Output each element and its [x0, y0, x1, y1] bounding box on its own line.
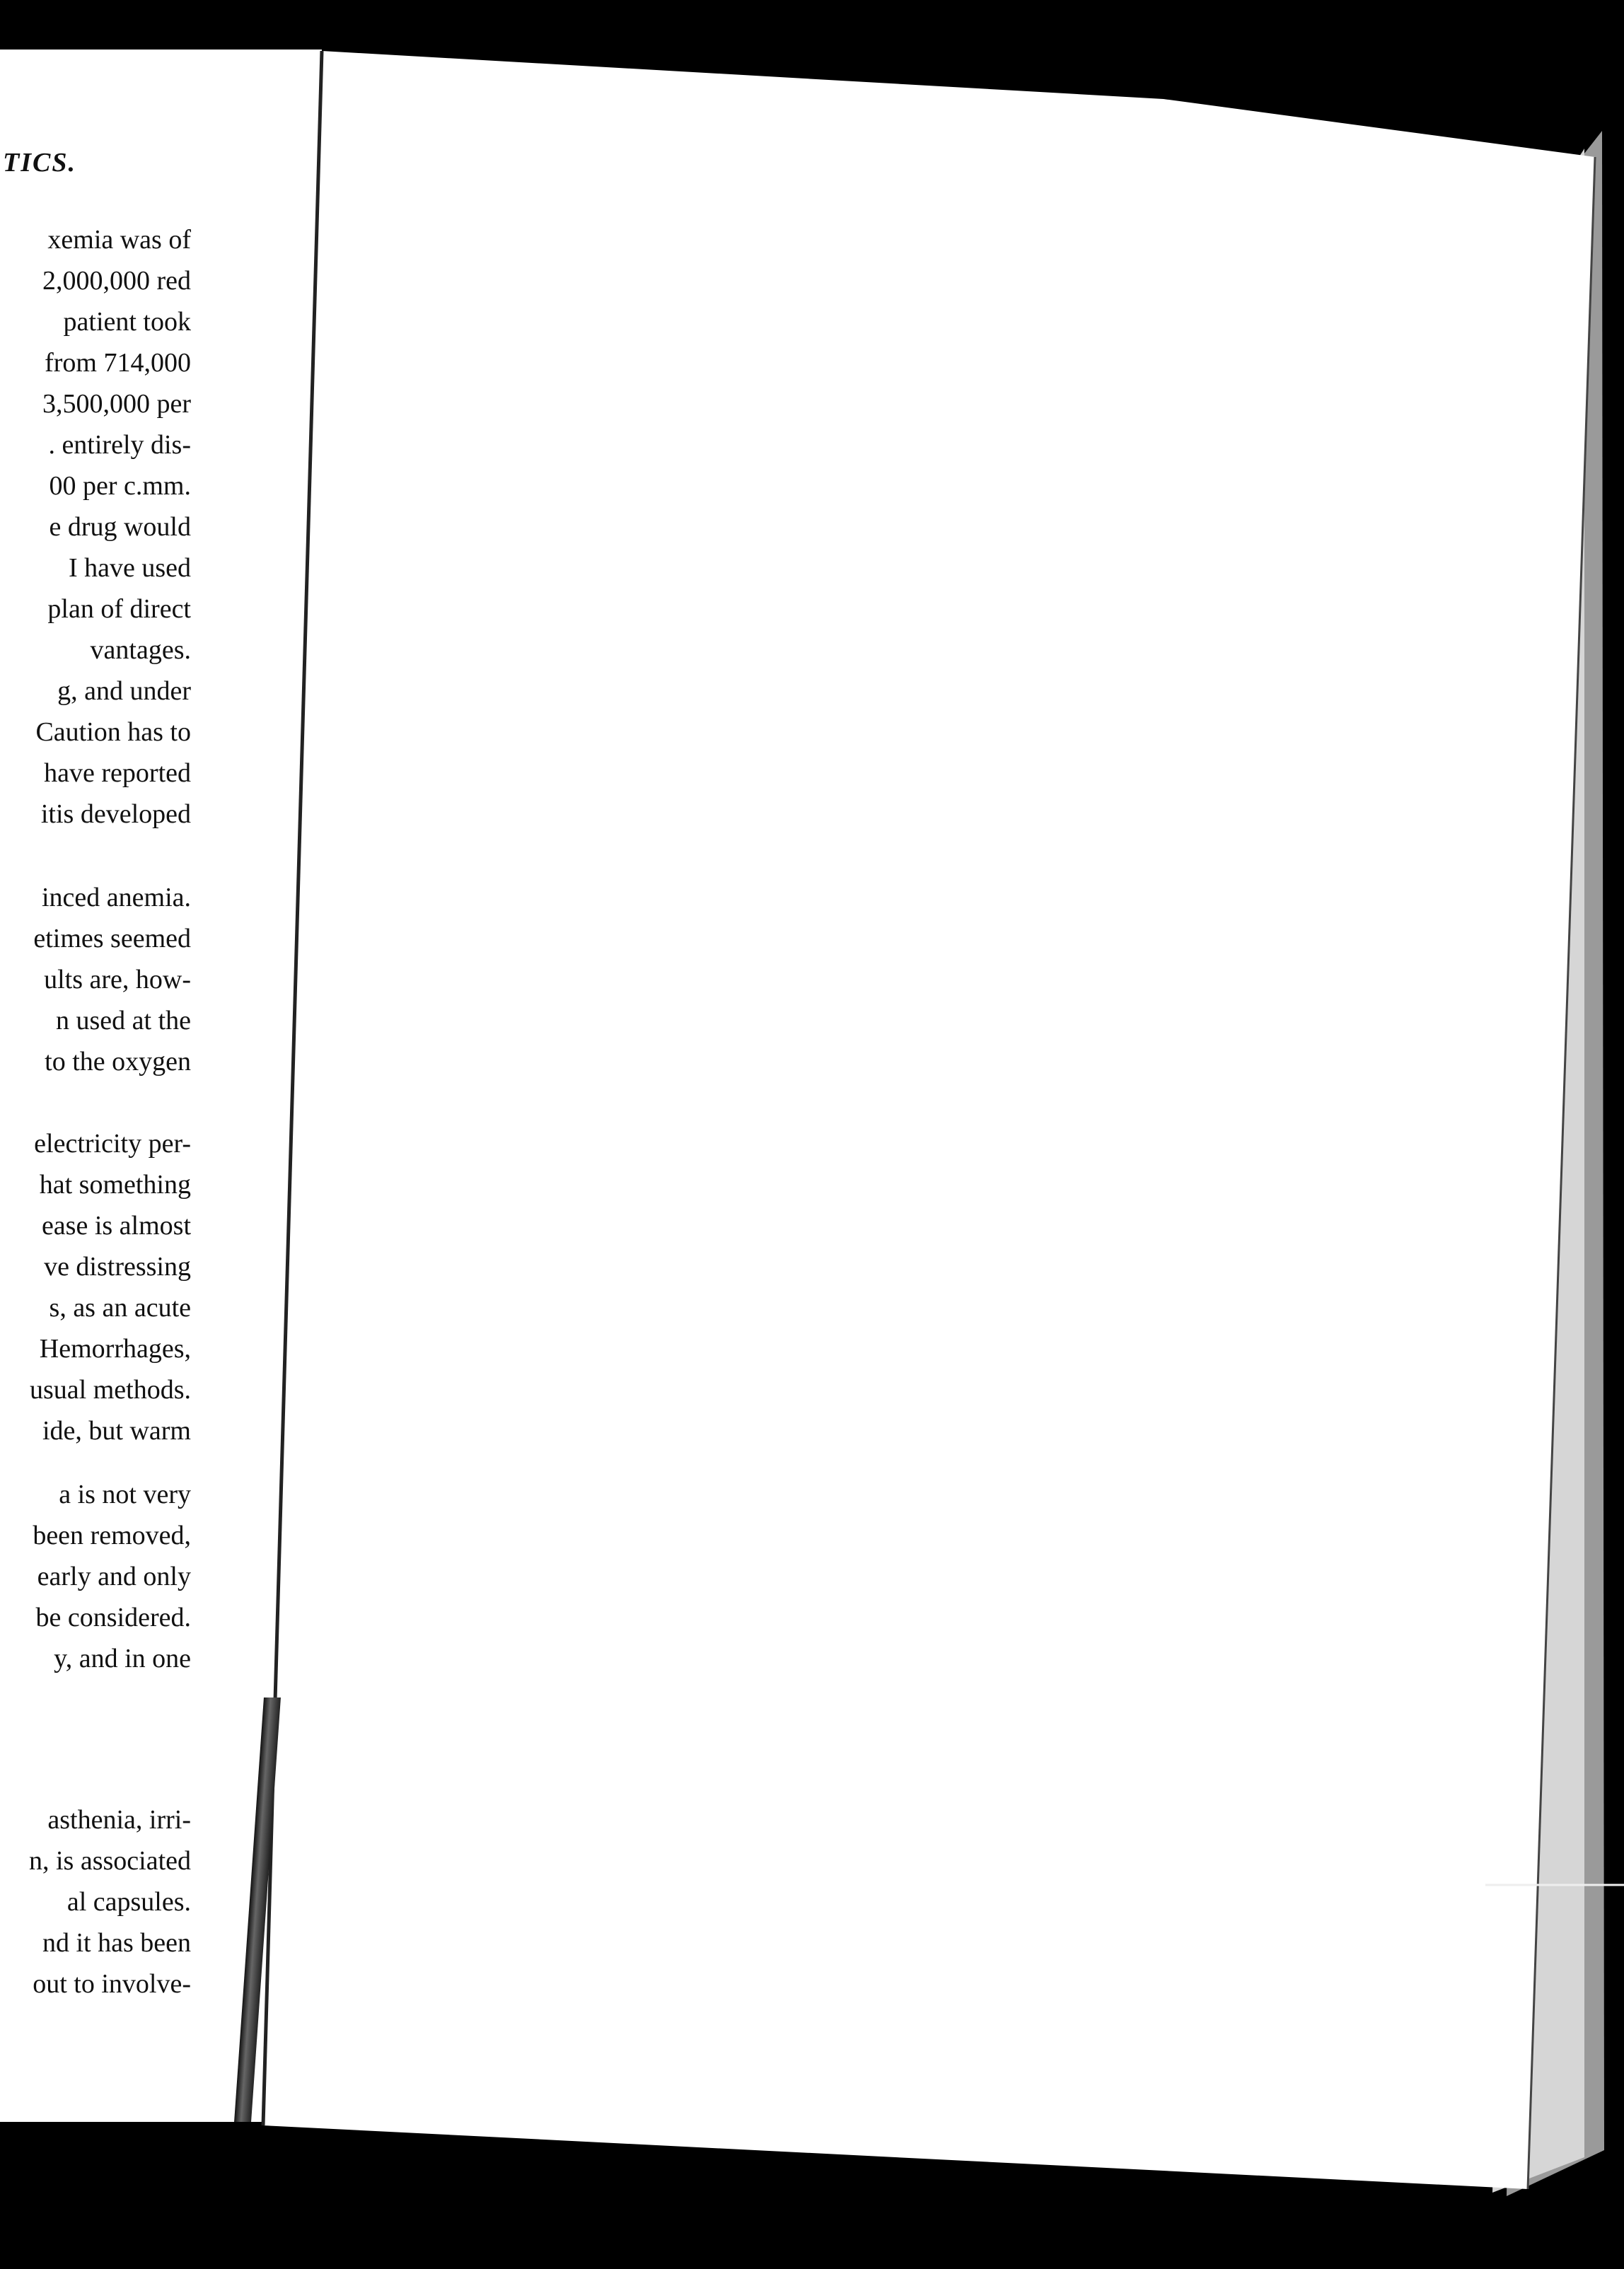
text-line: ease is almost [41, 1211, 191, 1241]
text-line: s, as an acute [49, 1293, 191, 1323]
text-line: plan of direct [47, 594, 191, 624]
text-line: n used at the [55, 1006, 191, 1035]
text-line: I have used [68, 553, 191, 583]
text-line: 2,000,000 red [42, 266, 191, 296]
text-line: be considered. [35, 1603, 191, 1632]
text-line: inced anemia. [41, 883, 191, 912]
blank-page [263, 51, 1595, 2189]
text-line: a is not very [59, 1480, 191, 1509]
text-line: early and only [37, 1562, 191, 1591]
text-line: out to involve- [33, 1969, 191, 1999]
text-line: to the oxygen [45, 1047, 191, 1077]
text-line: from 714,000 [45, 348, 191, 378]
text-line: 3,500,000 per [42, 389, 191, 419]
text-line: ve distressing [44, 1252, 191, 1282]
text-line: Caution has to [35, 717, 191, 747]
text-line: usual methods. [30, 1375, 191, 1405]
text-line: hat something [39, 1170, 191, 1200]
text-line: electricity per- [34, 1129, 191, 1159]
left-page-text [0, 0, 191, 2269]
text-line: nd it has been [42, 1928, 191, 1958]
text-line: al capsules. [66, 1887, 191, 1917]
running-head: TICS. [3, 148, 76, 178]
text-line: n, is associated [28, 1846, 191, 1876]
text-line: ide, but warm [42, 1416, 191, 1446]
text-line: itis developed [40, 799, 191, 829]
text-line: Hemorrhages, [39, 1334, 191, 1364]
text-line: e drug would [49, 512, 191, 542]
text-line: asthenia, irri- [47, 1805, 191, 1835]
text-line: vantages. [90, 635, 191, 665]
text-line: g, and under [57, 676, 191, 706]
text-line: etimes seemed [33, 924, 191, 953]
text-line: patient took [63, 307, 191, 337]
text-line: xemia was of [47, 225, 191, 255]
text-line: y, and in one [54, 1644, 191, 1673]
text-line: been removed, [33, 1521, 191, 1550]
text-line: ults are, how- [44, 965, 191, 994]
text-line: 00 per c.mm. [49, 471, 191, 501]
text-line: have reported [44, 758, 191, 788]
text-line: . entirely dis- [48, 430, 191, 460]
